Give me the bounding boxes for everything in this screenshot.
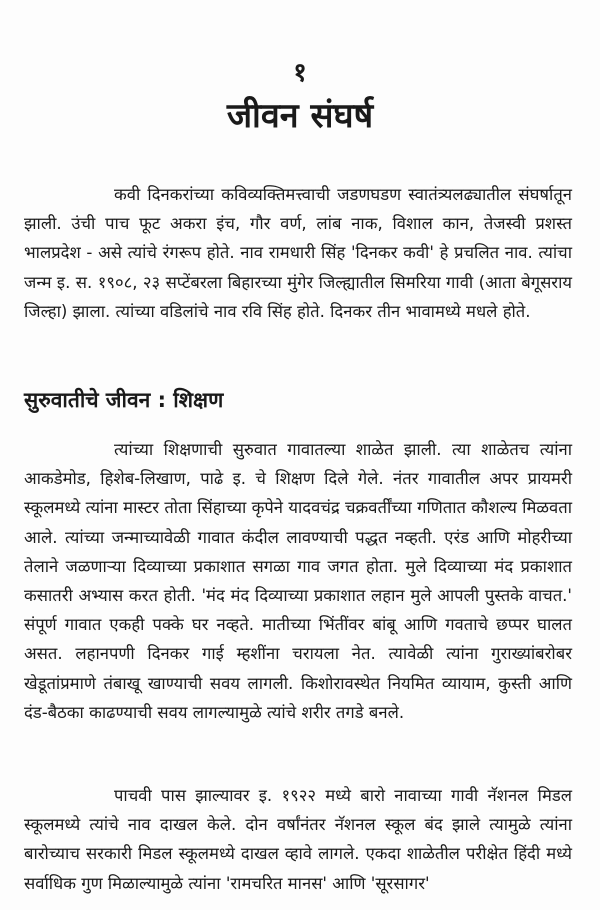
section-paragraph: त्यांच्या शिक्षणाची सुरुवात गावातल्या शाळेत झाली. त्या शाळेतच त्यांना आकडेमोड, हिशेब-लिखाण, पाढे इ. चे शिक्षण दिले गेले. नंतर गावातील अपर प्रायमरी स्कूलमध्ये त्यांना मास्टर तोता सिंहाच्या कृपेने यादवचंद्र चक्रवर्तींच्या गणितात कौशल्य मिळवता आले. त्यांच्या जन्माच्यावेळी गावात कंदील लावण्याची पद्धत नव्हती. एरंड आणि मोहरीच्या तेलाने जळणाऱ्या दिव्याच्या प्रकाशात सगळा गाव जगत होता. मुले दिव्याच्या मंद प्रकाशात कसातरी अभ्यास करत होती. 'मंद मंद दिव्याच्या प्रकाशात लहान मुले आपली पुस्तके वाचत.' संपूर्ण गावात एकही पक्के घर नव्हते. मातीच्या भिंतींवर बांबू आणि गवताचे छप्पर घालत असत. लहानपणी दिनकर गाई म्हशींना चरायला नेत. त्यावेळी त्यांना गुराख्यांबरोबर खेडूतांप्रमाणे तंबाखू खाण्याची सवय लागली. किशोरावस्थेत नियमित व्यायाम, कुस्ती आणि दंड-बैठका काढण्याची सवय लागल्यामुळे त्यांचे शरीर तगडे बनले. — [24, 440, 572, 722]
section-paragraph: पाचवी पास झाल्यावर इ. १९२२ मध्ये बारो नावाच्या गावी नॅशनल मिडल स्कूलमध्ये त्यांचे नाव दाखल केले. दोन वर्षांनंतर नॅशनल स्कूल बंद झाले त्यामुळे त्यांना बारोच्याच सरकारी मिडल स्कूलमध्ये दाखल व्हावे लागले. एकदा शाळेतील परीक्षेत हिंदी मध्ये सर्वाधिक गुण मिळाल्यामुळे त्यांना 'रामचरित मानस' आणि 'सूरसागर' — [24, 786, 572, 893]
chapter-number: १ — [293, 58, 307, 88]
section-heading: सुरुवातीचे जीवन : शिक्षण — [24, 388, 224, 412]
chapter-title: जीवन संघर्ष — [226, 96, 374, 136]
intro-paragraph: कवी दिनकरांच्या कविव्यक्तिमत्त्वाची जडणघडण स्वातंत्र्यलढ्यातील संघर्षातून झाली. उंची पाच फूट अकरा इंच, गौर वर्ण, लांब नाक, विशाल कान, तेजस्वी प्रशस्त भालप्रदेश - असे त्यांचे रंगरूप होते. नाव रामधारी सिंह 'दिनकर कवी' हे प्रचलित नाव. त्यांचा जन्म इ. स. १९०८, २३ सप्टेंबरला बिहारच्या मुंगेर जिल्ह्यातील सिमरिया गावी (आता बेगूसराय जिल्हा) झाला. त्यांच्या वडिलांचे नाव रवि सिंह होते. दिनकर तीन भावामध्ये मधले होते. — [24, 185, 572, 321]
